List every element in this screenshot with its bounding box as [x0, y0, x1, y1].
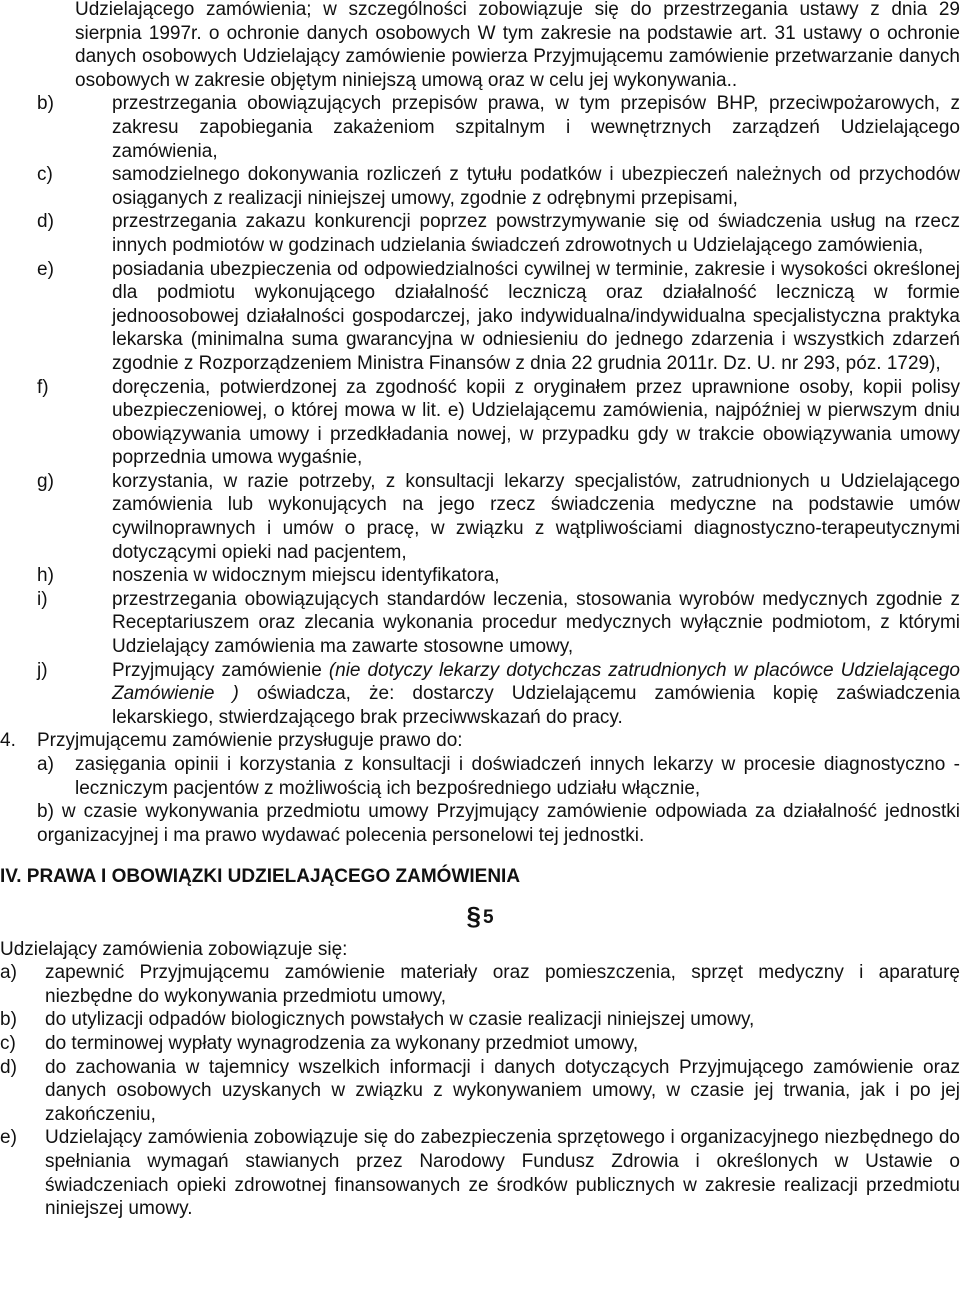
item-text: zapewnić Przyjmującemu zamówienie materiały oraz pomieszczenia, sprzęt medyczny i aparaturę niezbędne do wykonywania przedmiotu umowy, — [45, 962, 960, 1007]
item-label: b) — [37, 93, 54, 115]
item-label: c) — [0, 1032, 16, 1054]
item-label: e) — [37, 258, 54, 280]
item-label: a) — [37, 754, 54, 775]
list-item — [0, 588, 960, 659]
item-label: f) — [37, 376, 49, 398]
item-label: g) — [37, 470, 54, 492]
list-item — [0, 961, 960, 1008]
item-label: b) — [37, 801, 54, 823]
item-label: h) — [37, 565, 54, 587]
list-item — [0, 564, 960, 588]
point-4 — [0, 729, 960, 753]
item-text: przestrzegania obowiązujących przepisów prawa, w tym przepisów BHP, przeciwpożarowych, z zakresu zapobiegania zakażeniom szpitalnym i wewnętrznych zarządzeń Udzielającego zamówienia, — [112, 93, 960, 162]
item-text: przestrzegania zakazu konkurencji poprzez powstrzymywanie się od świadczenia usług na rzecz innych podmiotów w godzinach udzielania świadczeń zdrowotnych u Udzielającego zamówienia, — [112, 211, 960, 256]
point-label: 4. — [0, 730, 16, 752]
list-item — [0, 1008, 960, 1032]
item-text: posiadania ubezpieczenia od odpowiedzialności cywilnej w terminie, zakresie i wysokości określonej dla podmiotu wykonującego działalność leczniczą oraz działalność leczniczą w formie jednoosobowej działalności gospodarczej, jako indywidualna/indywidualna specjalistyczna praktyka lekarska (minimalna suma gwarancyjna w odniesieniu do jednego zdarzenia i wszystkich zdarzeń zgodnie z Rozporządzeniem Ministra Finansów z dnia 22 grudnia 2011r. Dz. U. nr 293, póz. 1729), — [112, 258, 960, 374]
item-text: samodzielnego dokonywania rozliczeń z tytułu podatków i ubezpieczeń należnych od przychodów osiąganych z realizacji niniejszej umowy, zgodnie z odrębnymi przepisami, — [112, 164, 960, 209]
item-text-wrap — [0, 800, 960, 847]
item-text: doręczenia, potwierdzonej za zgodność kopii z oryginałem przez uprawnione osoby, kopii polisy ubezpieczeniowej, o której mowa w lit. e) Udzielającemu zamówienia, najpóźniej w pierwszym dniu obowiązywania umowy i przedkładania nowej, w przypadku gdy w trakcie obowiązywania umowy poprzednia umowa wygaśnie, — [112, 376, 960, 469]
item-j-italic-note: (nie dotyczy lekarzy dotychczas zatrudnionych w placówce Udzielającego Zamówienie ) — [112, 659, 960, 705]
list-item — [0, 470, 960, 564]
item-label: c) — [37, 164, 53, 186]
item-text: korzystania, w razie potrzeby, z konsultacji lekarzy specjalistów, zatrudnionych u Udzielającego zamówienia lub wykonujących na jego rzecz świadczenia medyczne na podstawie umów cywilnoprawnych i umów o pracę, w związku z wątpliwościami diagnostyczno-terapeutycznymi dotyczącymi opieki nad pacjentem, — [112, 470, 960, 563]
item-text — [37, 659, 960, 730]
section-sign: § — [466, 900, 481, 931]
list-item — [0, 92, 960, 163]
list-item — [0, 258, 960, 376]
continuation-paragraph: Udzielającego zamówienia; w szczególności zobowiązuje się do przestrzegania ustawy z dnia 29 sierpnia 1997r. o ochronie danych osobowych W tym zakresie na podstawie art. 31 ustawy o ochronie danych osobowych Udzielający zamówienie powierza Przyjmującemu zamówienie przetwarzanie danych osobowych w zakresie objętym niniejszą umową oraz w celu jej wykonywania.. — [75, 0, 960, 91]
item-label: i) — [37, 588, 48, 610]
paragraph-number — [0, 900, 960, 931]
list-item — [0, 1032, 960, 1056]
list-item — [0, 210, 960, 257]
item-label: e) — [0, 1127, 17, 1149]
point-text: Przyjmującemu zamówienie przysługuje prawo do: — [37, 730, 463, 752]
list-item — [0, 800, 960, 847]
item-text: Udzielający zamówienia zobowiązuje się do zabezpieczenia sprzętowego i organizacyjnego niezbędnego do spełniania wymagań stawianych przez Narodowy Fundusz Zdrowia i określonych w Ustawie o świadczeniach opieki zdrowotnej finansowanych ze środków publicznych w zakresie realizacji przedmiotu niniejszej umowy. — [45, 1127, 960, 1220]
item-text: zasięgania opinii i korzystania z konsultacji i doświadczeń innych lekarzy w procesie diagnostyczno - leczniczym pacjentów z możliwością ich bezpośredniego udziału włącznie, — [75, 754, 960, 799]
item-label: a) — [0, 962, 17, 984]
item-text: do terminowej wypłaty wynagrodzenia za wykonany przedmiot umowy, — [45, 1032, 639, 1054]
item-text: do utylizacji odpadów biologicznych powstałych w czasie realizacji niniejszej umowy, — [45, 1009, 755, 1031]
item-label: d) — [37, 211, 54, 233]
item-text: przestrzegania obowiązujących standardów leczenia, stosowania wyrobów medycznych zgodnie z Receptariuszem oraz zlecania wykonania procedur medycznych wyłącznie podmiotom, z którymi Udzielający zamówienia ma zawarte stosowne umowy, — [112, 588, 960, 658]
list-item-j — [0, 659, 960, 730]
item-text: w czasie wykonywania przedmiotu umowy Przyjmujący zamówienie odpowiada za działalność jednostki organizacyjnej i ma prawo wydawać polecenia personelowi tej jednostki. — [37, 801, 960, 846]
list-item — [0, 753, 960, 800]
section-heading: IV. PRAWA I OBOWIĄZKI UDZIELAJĄCEGO ZAMÓWIENIA — [0, 866, 521, 888]
list-item — [0, 376, 960, 470]
section-intro: Udzielający zamówienia zobowiązuje się: — [0, 938, 348, 960]
list-item — [0, 1056, 960, 1127]
item-label: d) — [0, 1056, 17, 1078]
list-item — [0, 163, 960, 210]
item-label: b) — [0, 1009, 17, 1031]
paragraph-number-value: 5 — [482, 906, 494, 928]
item-j-part1: Przyjmujący zamówienie — [112, 659, 329, 681]
item-text: do zachowania w tajemnicy wszelkich informacji i danych dotyczących Przyjmującego zamówienie oraz danych osobowych uzyskanych w związku z wykonywaniem umowy, w czasie jej trwania, jak i po jej zakończeniu, — [45, 1056, 960, 1125]
item-j-part2: oświadcza, że: dostarczy Udzielającemu zamówienia kopię zaświadczenia lekarskiego, stwierdzającego brak przeciwwskazań do pracy. — [112, 683, 960, 728]
item-text: noszenia w widocznym miejscu identyfikatora, — [112, 565, 500, 587]
item-label: j) — [37, 659, 48, 681]
list-item — [0, 1126, 960, 1220]
